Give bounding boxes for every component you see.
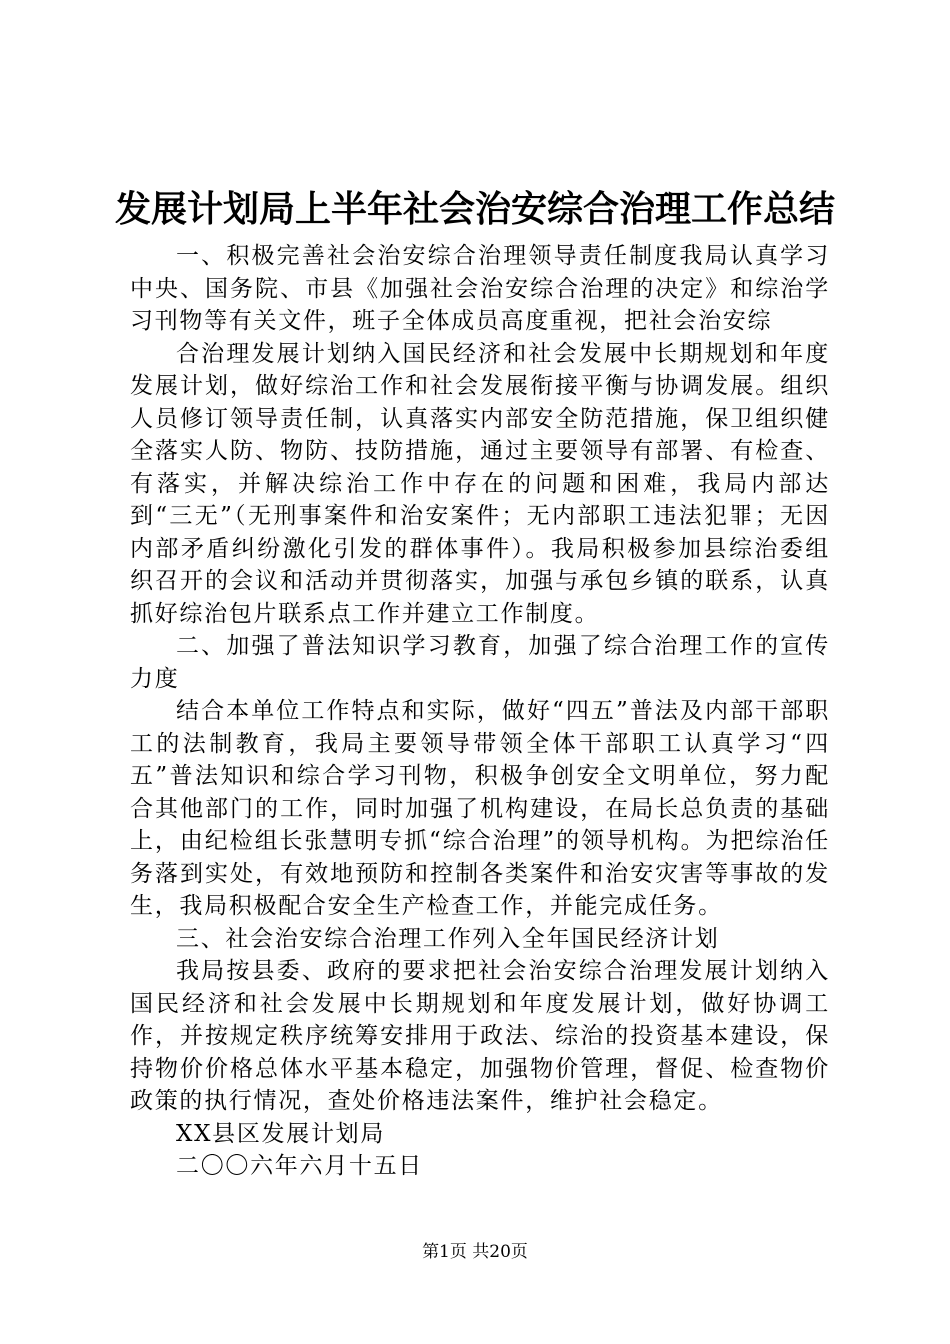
paragraph-5: 三、社会治安综合治理工作列入全年国民经济计划	[176, 925, 720, 952]
document-title: 发展计划局上半年社会治安综合治理工作总结	[114, 189, 835, 230]
paragraph-4: 结合本单位工作特点和实际，做好“四五”普法及内部干部职工的法制教育，我局主要领导带领全体干部职工认真学习“四五”普法知识和综合学习刊物，积极争创安全文明单位，努力配合其他部门的工作，同时加强了机构建设，在局长总负责的基础上，由纪检组长张慧明专抓“综合治理”的领导机构。为把综治任务落到实处，有效地预防和控制各类案件和治安灾害等事故的发生，我局积极配合安全生产检查工作，并能完成任务。	[130, 698, 830, 919]
paragraph-6: 我局按县委、政府的要求把社会治安综合治理发展计划纳入国民经济和社会发展中长期规划和年度发展计划，做好协调工作，并按规定秩序统筹安排用于政法、综治的投资基本建设，保持物价价格总体水平基本稳定，加强物价管理，督促、检查物价政策的执行情况，查处价格违法案件，维护社会稳定。	[130, 958, 830, 1114]
signature: XX县区发展计划局	[176, 1120, 386, 1147]
date: 二〇〇六年六月十五日	[176, 1153, 423, 1179]
page-footer: 第1页 共20页	[422, 1242, 528, 1262]
paragraph-2: 合治理发展计划纳入国民经济和社会发展中长期规划和年度发展计划，做好综治工作和社会发展衔接平衡与协调发展。组织人员修订领导责任制，认真落实内部安全防范措施，保卫组织健全落实人防、物防、技防措施，通过主要领导有部署、有检查、有落实，并解决综治工作中存在的问题和困难，我局内部达到“三无”（无刑事案件和治安案件；无内部职工违法犯罪；无因内部矛盾纠纷激化引发的群体事件）。我局积极参加县综治委组织召开的会议和活动并贯彻落实，加强与承包乡镇的联系，认真抓好综治包片联系点工作并建立工作制度。	[130, 340, 830, 627]
document-body	[130, 240, 830, 1183]
paragraph-3: 二、加强了普法知识学习教育，加强了综合治理工作的宣传力度	[130, 633, 830, 692]
paragraph-1: 一、积极完善社会治安综合治理领导责任制度我局认真学习中央、国务院、市县《加强社会治安综合治理的决定》和综治学习刊物等有关文件，班子全体成员高度重视，把社会治安综	[130, 243, 830, 334]
